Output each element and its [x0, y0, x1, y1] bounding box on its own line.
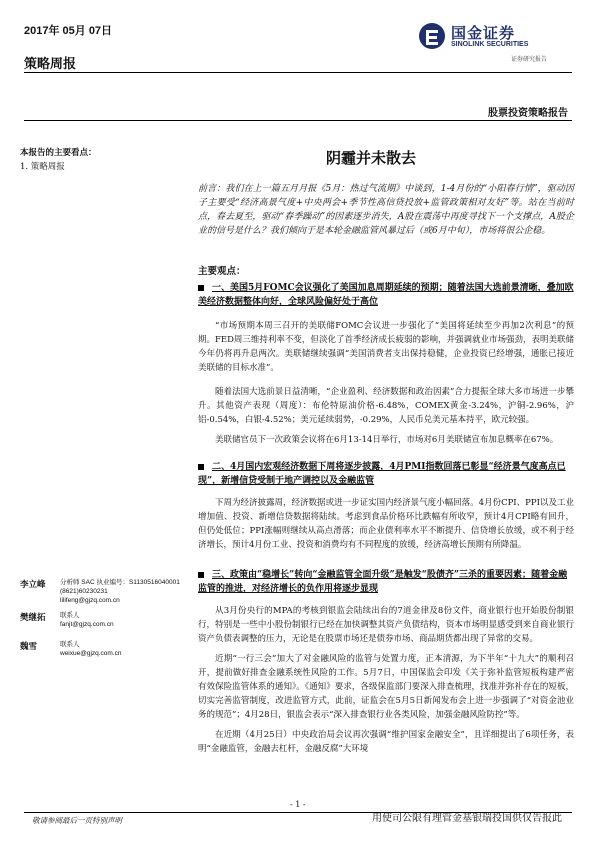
logo-tagline: 证券研究报告 [511, 56, 548, 63]
analyst-name: 樊继拓 [20, 613, 46, 623]
section-2-paragraph-1: 下周为经济披露周，经济数据或进一步证实国内经济景气度小幅回落。4月份CPI、PPI以及工业增加值、投资、新增信贷数据将陆续。考虑到食品价格环比跌幅有所收窄，预计4月CPI略有回升，但仍处低位；PPI涨幅则继续从高点滑落；而企业债利率水平不断提升、信贷增长放缓，或不利于经济增长，预计4月份工业、投资和消费均有不同程度的放缓，经济高增长预期有所降温。 [198, 498, 574, 550]
section-3-paragraph-1: 从3月份央行的MPA的考核到银监会陆续出台的7道金律及8份文件，商业银行也开始股份制银行，特别是一些中小股份制银行已经在加快调整其资产负债结构，资本市场明显感受到来自商业银行资产负债表调整的压力，无论是在股票市场还是债券市场、商品期货都出现了异常的交易。 [198, 606, 574, 644]
summary-title: 本报告的主要看点： [20, 148, 97, 158]
analyst-cert: 分析师 SAC 执业编号：S1130516040001 [60, 579, 180, 586]
logo-chinese-name: 国金证券 [451, 25, 516, 42]
header-divider-bottom [24, 120, 572, 121]
analyst-name: 魏雪 [20, 642, 38, 652]
section-2-heading-text: 二、4月国内宏观经济数据下周将逐步披露，4月PMI指数回落已彰显“经济景气度高点已现”，新增信贷受制于地产调控以及金融监管 [198, 462, 566, 486]
analyst-3 [20, 640, 190, 668]
section-3 [198, 568, 574, 756]
company-logo [418, 22, 568, 62]
bullet-square-icon [198, 285, 204, 291]
footer-disclaimer: 敬请参阅最后一页特别声明 [32, 816, 122, 825]
section-1-paragraph-2: 随着法国大选前景日益清晰，“企业盈利、经济数据和政治因素”合力提振全球大多市场进一步攀升。其他资产表现（周度）：布伦特原油价格-6.48%，COMEX黄金-3.24%，沪铜-2.96%，沪铝-0.54%，白银-4.52%；美元延续弱势，-0.29%，人民币兑美元基本持平，欧元较强。 [198, 387, 574, 425]
section-3-paragraph-2: 近期“一行三会”加大了对金融风险的监管与处置力度，正本清源，为下半年“十九大”的顺利召开，提前做好排查金融系统性风险的工作。5月7日，中国保监会印发《关于弥补监管短板构建严密有效保险监管体系的通知》。《通知》要求，各级保监部门要深入排查梳理，找准并弥补存在的短板，切实完善监管制度，改进监管方式，此前，证监会在5月5日新闻发布会上进一步强调了“对资金池业务的规范”；4月28日，银监会表示“深入排查银行业各类风险，加强金融风险防控”等。 [198, 654, 574, 720]
analyst-name: 李立峰 [20, 580, 46, 590]
logo-english-name: SINOLINK SECURITIES [451, 41, 529, 48]
section-2-heading [198, 460, 574, 488]
page-number: - 1 - [290, 800, 306, 809]
analyst-email: lilifeng@gjzq.com.cn [60, 597, 120, 604]
footer-watermark-text: 用使司公限有理管金基银瑞投国供仅告报此 [372, 813, 562, 824]
sinolink-logo-icon [418, 22, 446, 50]
report-series: 策略周报 [24, 57, 77, 72]
analyst-info [60, 640, 122, 658]
section-3-heading-text: 三、政策由“稳增长”转向“金融监管全面升级”是触发“股债齐”三杀的重要因素；随着金融监管的推进，对经济增长的负作用将逐步显现 [198, 570, 568, 594]
section-3-paragraph-3: 在近期（4月25日）中央政治局会议再次强调“维护国家金融安全”，且详细提出了6项任务，表明“金融监管，金融去杠杆，金融反腐”大环境 [198, 730, 574, 754]
report-type: 股票投资策略报告 [488, 108, 568, 119]
analyst-role: 联系人 [60, 612, 80, 619]
main-points-label: 主要观点： [198, 266, 246, 277]
section-2 [198, 460, 574, 552]
section-1-paragraph-1: “市场预期本周三召开的美联储FOMC会议进一步强化了“美国将延续至少再加2次利息”的预期。FED周三维持利率不变，但淡化了首季经济成长疲弱的影响，并强调就业市场强劲，表明美联储今年仍将再升息两次。美联储继续强调“美国消费者支出保持稳健，企业投资已经增强，通胀已接近美联储的目标水准”。 [198, 321, 574, 373]
report-date: 2017年 05月 07日 [24, 25, 113, 37]
summary-item: 1. 策略周报 [20, 162, 65, 172]
analyst-info [60, 578, 180, 605]
bullet-square-icon [198, 464, 204, 470]
analyst-info [60, 611, 114, 629]
bullet-square-icon [198, 572, 204, 578]
page-title: 阴霾并未散去 [326, 149, 417, 167]
preface-paragraph: 前言：我们在上一篇五月月报《5月：热过气流期》中谈到，1-4月份的“小阳春行情”，驱动因子主要受“经济高景气度+中央两会+季节性高信贷投放+监管政策相对友好”等。站在当前时点，春去夏至，驱动“春季躁动”的因素逐步消失，A股在震荡中再度寻找下一个支撑点，A股企业的信号是什么？我们倾向于是本轮金融监管风暴过后（或6月中旬），市场将很公企稳。 [198, 184, 574, 236]
analyst-email: weixue@gjzq.com.cn [60, 650, 122, 657]
section-1-paragraph-3: 美联储官员下一次政策会议将在6月13-14日举行，市场对6月美联储宣布加息概率在67%。 [215, 435, 559, 445]
analyst-phone: (8621)60230231 [60, 588, 108, 595]
header-divider-top [24, 72, 572, 73]
analyst-role: 联系人 [60, 641, 80, 648]
section-1-heading-text: 一、美国5月FOMC会议强化了美国加息周期延续的预期；随着法国大选前景清晰，叠加欧美经济数据整体向好，全球风险偏好处于高位 [198, 283, 574, 307]
analyst-2 [20, 611, 190, 639]
section-3-heading [198, 568, 574, 596]
section-1 [198, 281, 574, 447]
section-1-heading [198, 281, 574, 309]
analyst-email: fanjt@gjzq.com.cn [60, 621, 114, 628]
